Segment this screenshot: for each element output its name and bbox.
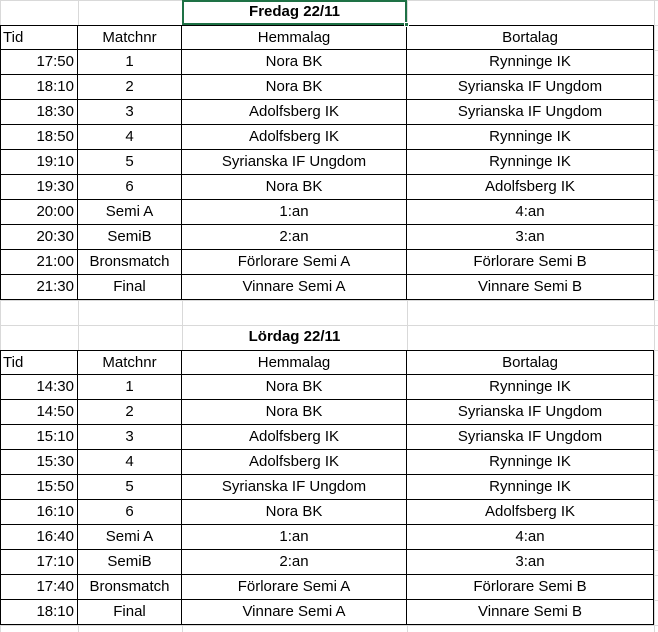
match-number-cell[interactable]: SemiB (78, 550, 182, 575)
away-team-cell[interactable]: Syrianska IF Ungdom (407, 75, 654, 100)
home-team-cell[interactable]: Förlorare Semi A (182, 575, 407, 600)
time-cell[interactable]: 15:30 (0, 450, 78, 475)
match-number-cell[interactable]: 2 (78, 75, 182, 100)
away-team-cell[interactable]: Förlorare Semi B (407, 250, 654, 275)
gridline (0, 300, 658, 301)
home-team-cell[interactable]: 1:an (182, 200, 407, 225)
time-cell[interactable]: 19:30 (0, 175, 78, 200)
time-cell[interactable]: 18:10 (0, 600, 78, 625)
time-cell[interactable]: 17:10 (0, 550, 78, 575)
away-team-cell[interactable]: Syrianska IF Ungdom (407, 425, 654, 450)
match-number-cell[interactable]: 4 (78, 125, 182, 150)
match-number-cell[interactable]: Bronsmatch (78, 575, 182, 600)
header-cell-home-team[interactable]: Hemmalag (182, 25, 407, 50)
time-cell[interactable]: 21:00 (0, 250, 78, 275)
away-team-cell[interactable]: Rynninge IK (407, 475, 654, 500)
match-number-cell[interactable]: SemiB (78, 225, 182, 250)
home-team-cell[interactable]: Syrianska IF Ungdom (182, 475, 407, 500)
time-cell[interactable]: 18:10 (0, 75, 78, 100)
time-cell[interactable]: 20:30 (0, 225, 78, 250)
match-number-cell[interactable]: Final (78, 600, 182, 625)
away-team-cell[interactable]: Adolfsberg IK (407, 175, 654, 200)
fill-handle[interactable] (404, 22, 409, 27)
away-team-cell[interactable]: Rynninge IK (407, 450, 654, 475)
match-number-cell[interactable]: 6 (78, 500, 182, 525)
match-number-cell[interactable]: 3 (78, 425, 182, 450)
header-cell-home-team[interactable]: Hemmalag (182, 350, 407, 375)
away-team-cell[interactable]: Adolfsberg IK (407, 500, 654, 525)
home-team-cell[interactable]: Vinnare Semi A (182, 275, 407, 300)
home-team-cell[interactable]: Nora BK (182, 500, 407, 525)
home-team-cell[interactable]: Nora BK (182, 75, 407, 100)
header-cell-match-number[interactable]: Matchnr (78, 25, 182, 50)
home-team-cell[interactable]: Vinnare Semi A (182, 600, 407, 625)
time-cell[interactable]: 19:10 (0, 150, 78, 175)
day-title-cell[interactable]: Lördag 22/11 (248, 328, 341, 345)
home-team-cell[interactable]: Adolfsberg IK (182, 100, 407, 125)
match-number-cell[interactable]: Bronsmatch (78, 250, 182, 275)
home-team-cell[interactable]: Nora BK (182, 175, 407, 200)
time-cell[interactable]: 16:40 (0, 525, 78, 550)
match-number-cell[interactable]: 6 (78, 175, 182, 200)
time-cell[interactable]: 14:30 (0, 375, 78, 400)
header-cell-away-team[interactable]: Bortalag (407, 350, 654, 375)
match-number-cell[interactable]: Semi A (78, 525, 182, 550)
time-cell[interactable]: 17:50 (0, 50, 78, 75)
match-number-cell[interactable]: 3 (78, 100, 182, 125)
gridline (654, 0, 655, 632)
away-team-cell[interactable]: Vinnare Semi B (407, 600, 654, 625)
time-cell[interactable]: 17:40 (0, 575, 78, 600)
match-number-cell[interactable]: 5 (78, 475, 182, 500)
away-team-cell[interactable]: Rynninge IK (407, 150, 654, 175)
header-cell-time[interactable]: Tid (0, 350, 78, 375)
away-team-cell[interactable]: 3:an (407, 225, 654, 250)
away-team-cell[interactable]: 3:an (407, 550, 654, 575)
match-number-cell[interactable]: 4 (78, 450, 182, 475)
away-team-cell[interactable]: Rynninge IK (407, 375, 654, 400)
away-team-cell[interactable]: Vinnare Semi B (407, 275, 654, 300)
header-cell-time[interactable]: Tid (0, 25, 78, 50)
home-team-cell[interactable]: Nora BK (182, 375, 407, 400)
away-team-cell[interactable]: Syrianska IF Ungdom (407, 400, 654, 425)
time-cell[interactable]: 21:30 (0, 275, 78, 300)
match-number-cell[interactable]: Semi A (78, 200, 182, 225)
time-cell[interactable]: 16:10 (0, 500, 78, 525)
day-title-cell-selected[interactable]: Fredag 22/11 (182, 0, 407, 25)
home-team-cell[interactable]: Adolfsberg IK (182, 125, 407, 150)
away-team-cell[interactable]: Rynninge IK (407, 50, 654, 75)
time-cell[interactable]: 18:50 (0, 125, 78, 150)
home-team-cell[interactable]: Förlorare Semi A (182, 250, 407, 275)
time-cell[interactable]: 14:50 (0, 400, 78, 425)
time-cell[interactable]: 15:50 (0, 475, 78, 500)
away-team-cell[interactable]: 4:an (407, 525, 654, 550)
match-number-cell[interactable]: 5 (78, 150, 182, 175)
header-cell-away-team[interactable]: Bortalag (407, 25, 654, 50)
home-team-cell[interactable]: Nora BK (182, 400, 407, 425)
gridline (0, 625, 658, 626)
home-team-cell[interactable]: Adolfsberg IK (182, 425, 407, 450)
match-number-cell[interactable]: 1 (78, 50, 182, 75)
match-number-cell[interactable]: Final (78, 275, 182, 300)
time-cell[interactable]: 18:30 (0, 100, 78, 125)
away-team-cell[interactable]: 4:an (407, 200, 654, 225)
time-cell[interactable]: 20:00 (0, 200, 78, 225)
time-cell[interactable]: 15:10 (0, 425, 78, 450)
home-team-cell[interactable]: 2:an (182, 225, 407, 250)
match-number-cell[interactable]: 1 (78, 375, 182, 400)
away-team-cell[interactable]: Rynninge IK (407, 125, 654, 150)
home-team-cell[interactable]: Syrianska IF Ungdom (182, 150, 407, 175)
away-team-cell[interactable]: Förlorare Semi B (407, 575, 654, 600)
match-number-cell[interactable]: 2 (78, 400, 182, 425)
home-team-cell[interactable]: 1:an (182, 525, 407, 550)
home-team-cell[interactable]: Adolfsberg IK (182, 450, 407, 475)
header-cell-match-number[interactable]: Matchnr (78, 350, 182, 375)
home-team-cell[interactable]: 2:an (182, 550, 407, 575)
home-team-cell[interactable]: Nora BK (182, 50, 407, 75)
away-team-cell[interactable]: Syrianska IF Ungdom (407, 100, 654, 125)
